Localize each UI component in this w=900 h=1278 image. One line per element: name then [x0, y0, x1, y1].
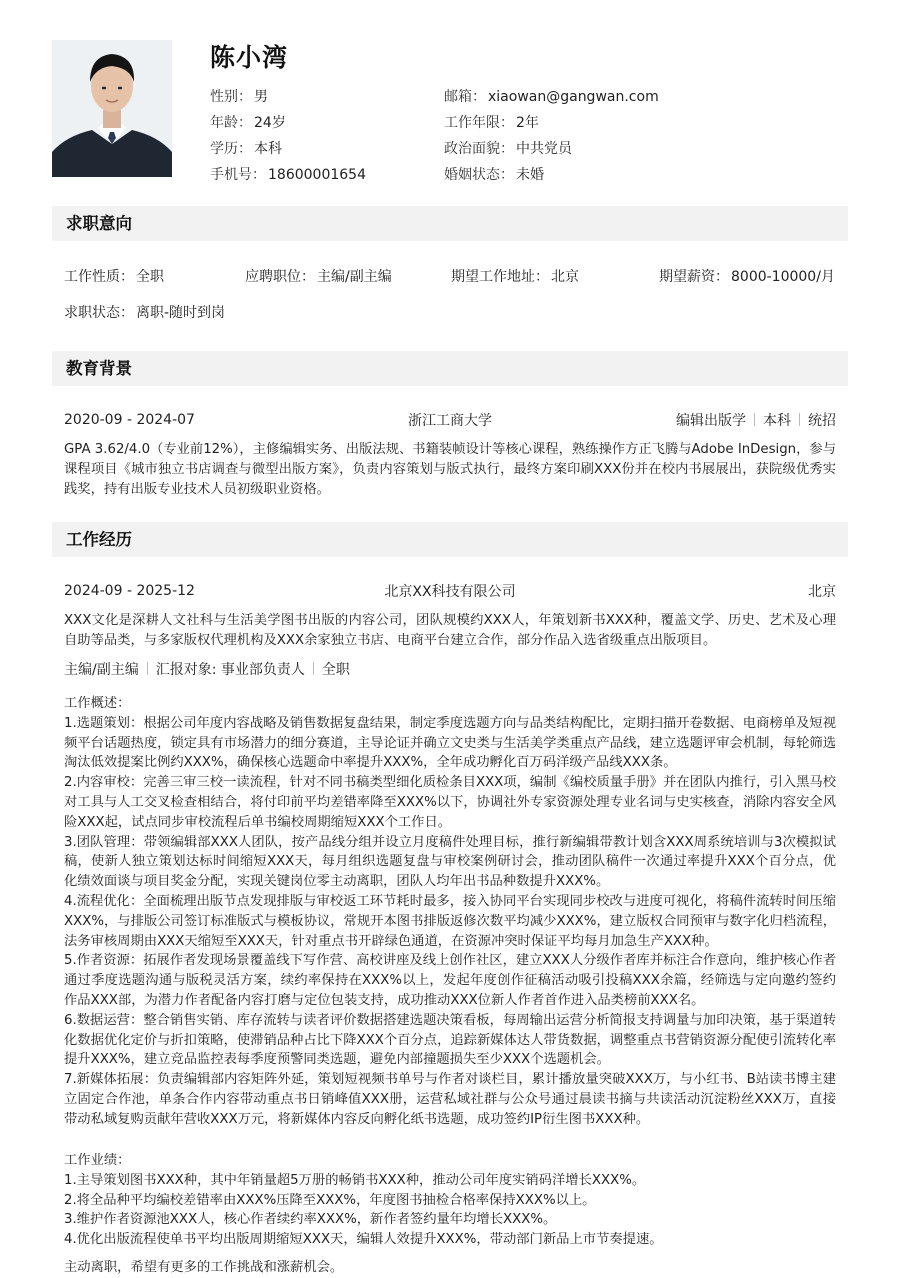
result-item: 3.维护作者资源池XXX人，核心作者续约率XXX%，新作者签约量年均增长XXX%。 — [64, 1212, 557, 1228]
school-name: 浙江工商大学 — [408, 413, 492, 429]
work-city: 北京 — [808, 584, 836, 600]
results-title: 工作业绩： — [64, 1153, 131, 1168]
section-title: 求职意向 — [66, 214, 132, 233]
work-years-row: 工作年限： 2年 — [444, 115, 539, 131]
basic-info-left — [210, 84, 366, 188]
work-overview — [64, 694, 836, 1130]
section-title: 教育背景 — [66, 359, 132, 378]
company-name: 北京XX科技有限公司 — [384, 584, 516, 600]
overview-title: 工作概述： — [64, 696, 131, 711]
work-row — [64, 581, 836, 601]
overview-item: 2.内容审校：完善三审三校一读流程，针对不同书稿类型细化质检条目XXX项，编制《编校质量手册》并在团队内推行，引入黑马校对工具与人工交叉检查相结合，将付印前平均差错率降至XXX%以下，协调社外专家资源处理专业名词与史实核查，消除内容安全风险XXX起，试点同步审校流程后单书编校周期缩短XXX个工作日。 — [64, 775, 836, 830]
overview-item: 4.流程优化：全面梳理出版节点发现排版与审校返工环节耗时最多，接入协同平台实现同步校改与进度可视化，将稿件流转时间压缩XXX%，与排版公司签订标准版式与模板协议，常规开本图书排版返修次数平均减少XXX%，建立版权合同预审与数字化归档流程，法务审核周期由XXX天缩短至XXX天，针对重点书开辟绿色通道，在资源冲突时保证平均每月加急生产XXX种。 — [64, 893, 836, 949]
section-title: 工作经历 — [66, 530, 132, 549]
overview-item: 3.团队管理：带领编辑部XXX人团队，按产品线分组并设立月度稿件处理目标，推行新编辑带教计划含XXX周系统培训与3次模拟试稿，使新人独立策划达标时间缩短XXX天，每月组织选题复盘与审校案例研讨会，推动团队稿件一次通过率提升XXX个百分点，优化绩效面谈与项目奖金分配，实现关键岗位零主动离职，团队人均年出书品种数提升XXX%。 — [64, 834, 836, 890]
degree-row: 学历： 本科 — [210, 141, 282, 157]
basic-info-right — [444, 84, 659, 188]
overview-item: 6.数据运营：整合销售实销、库存流转与读者评价数据搭建选题决策看板，每周输出运营分析简报支持调量与加印决策，基于渠道转化数据优化定价与折扣策略，使滞销品种占比下降XXX个百分点，追踪新媒体达人带货数据，调整重点书营销资源分配使引流转化率提升XXX%，建立竞品监控表每季度预警同类选题，避免内部撞题损失至少XXX个选题机会。 — [64, 1012, 836, 1068]
location-field: 期望工作地址： 北京 — [451, 269, 579, 285]
position-field: 应聘职位： 主编/副主编 — [245, 269, 392, 285]
overview-item: 7.新媒体拓展：负责编辑部内容矩阵外延，策划短视频书单号与作者对谈栏目，累计播放量突破XXX万，与小红书、B站读书博主建立固定合作池，单条合作内容带动重点书日销峰值XXX册，运营私域社群与公众号通过晨读书摘与共读活动沉淀粉丝XXX万，直接带动私域复购贡献年营收XXX万元，将新媒体内容反向孵化纸书选题，成功签约IP衍生图书XXX种。 — [64, 1072, 836, 1127]
marital-status-row: 婚姻状态： 未婚 — [444, 167, 544, 183]
overview-item: 5.作者资源：拓展作者发现场景覆盖线下写作营、高校讲座及线上创作社区，建立XXX人分级作者库并标注合作意向，维护核心作者通过季度选题沟通与版税灵活方案，续约率保持在XXX%以上，发起年度创作征稿活动吸引投稿XXX余篇，经筛选与定向邀约签约作品XXX部，为潜力作者配备内容打磨与定位包装支持，成功推动XXX位新人作者首作进入品类榜前XXX名。 — [64, 953, 836, 1008]
section-header-intention — [52, 206, 848, 241]
work-results — [64, 1151, 836, 1250]
divider — [754, 413, 755, 426]
education-row — [64, 410, 836, 430]
education-description: GPA 3.62/4.0（专业前12%），主修编辑实务、出版法规、书籍装帧设计等核心课程，熟练操作方正飞腾与Adobe InDesign，参与课程项目《城市独立书店调查与微型出版方案》，负责内容策划与版式执行，最终方案印刷XXX份并在校内书展展出，获院级优秀实践奖，持有出版专业技术人员初级职业资格。 — [64, 442, 836, 497]
job-status-field: 求职状态： 离职-随时到岗 — [64, 305, 226, 321]
phone-row: 手机号： 18600001654 — [210, 167, 366, 183]
result-item: 1.主导策划图书XXX种，其中年销量超5万册的畅销书XXX种，推动公司年度实销码洋增长XXX%。 — [64, 1172, 646, 1188]
gender-row: 性别： 男 — [210, 89, 268, 105]
section-header-work — [52, 522, 848, 557]
job-type-field: 工作性质： 全职 — [64, 269, 164, 285]
overview-item: 1.选题策划：根据公司年度内容战略及销售数据复盘结果，制定季度选题方向与品类结构配比，定期扫描开卷数据、电商榜单及短视频平台话题热度，锁定具有市场潜力的细分赛道，主导论证并确立文史类与生活美学类重点产品线，建立选题评审会机制，每轮筛选淘汰低效提案比例约XXX%，确保核心选题命中率提升XXX%，全年成功孵化百万码洋级产品线XXX条。 — [64, 715, 836, 771]
divider — [799, 413, 800, 426]
result-item: 2.将全品种平均编校差错率由XXX%压降至XXX%，年度图书抽检合格率保持XXX%以上。 — [64, 1192, 596, 1208]
divider — [313, 662, 314, 675]
leave-reason: 主动离职，希望有更多的工作挑战和涨薪机会。 — [64, 1260, 344, 1275]
section-header-education — [52, 351, 848, 386]
profile-photo — [52, 40, 172, 177]
work-meta: 主编/副主编 汇报对象: 事业部负责人 全职 — [64, 662, 350, 678]
work-period: 2024-09 - 2025-12 — [64, 583, 195, 599]
divider — [147, 662, 148, 675]
age-row: 年龄： 24岁 — [210, 115, 286, 131]
political-status-row: 政治面貌： 中共党员 — [444, 141, 572, 157]
person-portrait-icon — [52, 40, 172, 177]
email-row: 邮箱： xiaowan@gangwan.com — [444, 89, 659, 105]
salary-field: 期望薪资： 8000-10000/月 — [659, 269, 835, 285]
company-description: XXX文化是深耕人文社科与生活美学图书出版的内容公司，团队规模约XXX人，年策划新书XXX种，覆盖文学、历史、艺术及心理自助等品类，与多家版权代理机构及XXX余家独立书店、电商平台建立合作，部分作品入选省级重点出版项目。 — [64, 613, 836, 648]
education-tags: 编辑出版学 本科 统招 — [676, 413, 836, 429]
education-period: 2020-09 - 2024-07 — [64, 412, 195, 428]
candidate-name: 陈小湾 — [210, 43, 289, 72]
result-item: 4.优化出版流程使单书平均出版周期缩短XXX天，编辑人效提升XXX%，带动部门新品上市节奏提速。 — [64, 1232, 663, 1248]
